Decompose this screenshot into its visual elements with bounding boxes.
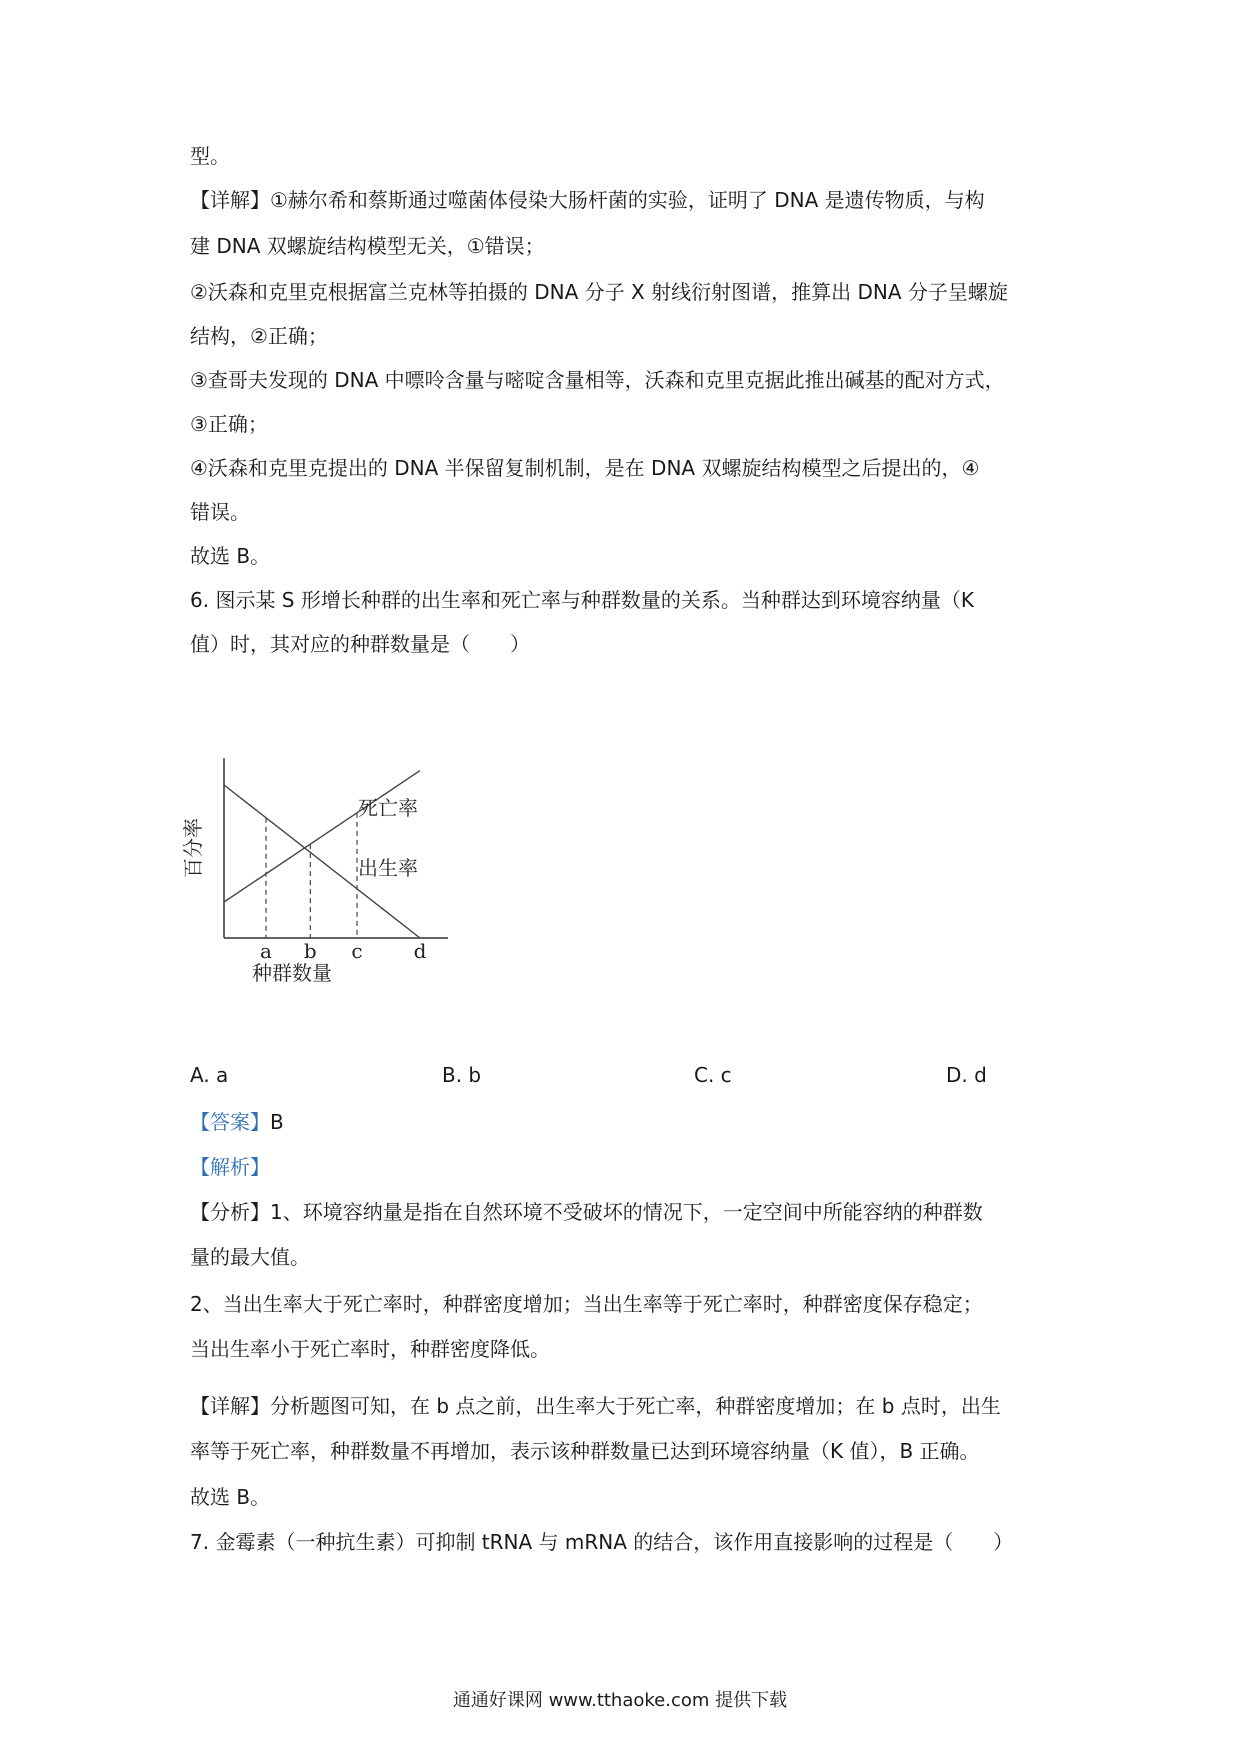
series-line-death-rate bbox=[224, 771, 420, 902]
x-tick-label-c: c bbox=[351, 939, 363, 963]
x-tick-label-b: b bbox=[303, 939, 317, 963]
text-line: 【详解】分析题图可知，在 b 点之前，出生率大于死亡率，种群密度增加；在 b 点时，出生 bbox=[190, 1394, 1001, 1418]
text-line: ③查哥夫发现的 DNA 中嘌呤含量与嘧啶含量相等，沃森和克里克据此推出碱基的配对方式， bbox=[190, 368, 1005, 392]
text-line: 【分析】1、环境容纳量是指在自然环境不受破坏的情况下，一定空间中所能容纳的种群数 bbox=[190, 1200, 983, 1224]
text-line: 【详解】①赫尔希和蔡斯通过噬菌体侵染大肠杆菌的实验，证明了 DNA 是遗传物质，与构 bbox=[190, 188, 985, 212]
text-line: ③正确； bbox=[190, 412, 268, 436]
text-line: 故选 B。 bbox=[190, 544, 271, 568]
series-label-death-rate: 死亡率 bbox=[358, 796, 418, 820]
population-rate-chart bbox=[181, 748, 460, 988]
text-line: 错误。 bbox=[190, 500, 250, 524]
text-line: 建 DNA 双螺旋结构模型无关，①错误； bbox=[190, 234, 545, 258]
option-c: C. c bbox=[694, 1063, 732, 1087]
analysis-tag: 【解析】 bbox=[190, 1155, 270, 1179]
x-axis-label: 种群数量 bbox=[252, 961, 332, 985]
option-a: A. a bbox=[190, 1063, 229, 1087]
question-6: 6. 图示某 S 形增长种群的出生率和死亡率与种群数量的关系。当种群达到环境容纳量（K bbox=[190, 588, 974, 612]
y-axis-label: 百分率 bbox=[181, 818, 205, 878]
text-line: 结构，②正确； bbox=[190, 324, 328, 348]
option-d: D. d bbox=[946, 1063, 987, 1087]
option-b: B. b bbox=[442, 1063, 482, 1087]
text-line: ④沃森和克里克提出的 DNA 半保留复制机制，是在 DNA 双螺旋结构模型之后提出的，④ bbox=[190, 456, 980, 480]
text-line: 2、当出生率大于死亡率时，种群密度增加；当出生率等于死亡率时，种群密度保存稳定； bbox=[190, 1292, 983, 1316]
x-tick-label-d: d bbox=[413, 939, 427, 963]
page-footer: 通通好课网 www.tthaoke.com 提供下载 bbox=[452, 1690, 788, 1711]
question-7: 7. 金霉素（一种抗生素）可抑制 tRNA 与 mRNA 的结合，该作用直接影响的过程是（ ） bbox=[190, 1530, 1014, 1554]
answer-tag: 【答案】 bbox=[190, 1110, 270, 1134]
question-6-cont: 值）时，其对应的种群数量是（ ） bbox=[190, 632, 530, 656]
answer-line bbox=[190, 1108, 1060, 1136]
answer-value: B bbox=[270, 1110, 284, 1134]
text-line: 故选 B。 bbox=[190, 1485, 271, 1509]
text-line: 当出生率小于死亡率时，种群密度降低。 bbox=[190, 1337, 550, 1361]
text-line: 率等于死亡率，种群数量不再增加，表示该种群数量已达到环境容纳量（K 值），B 正确。 bbox=[190, 1439, 980, 1463]
text-line: 量的最大值。 bbox=[190, 1245, 310, 1269]
series-label-birth-rate: 出生率 bbox=[358, 856, 418, 880]
text-line: 型。 bbox=[190, 144, 230, 168]
text-line: ②沃森和克里克根据富兰克林等拍摄的 DNA 分子 X 射线衍射图谱，推算出 DNA 分子呈螺旋 bbox=[190, 280, 1008, 304]
x-tick-label-a: a bbox=[260, 939, 272, 963]
